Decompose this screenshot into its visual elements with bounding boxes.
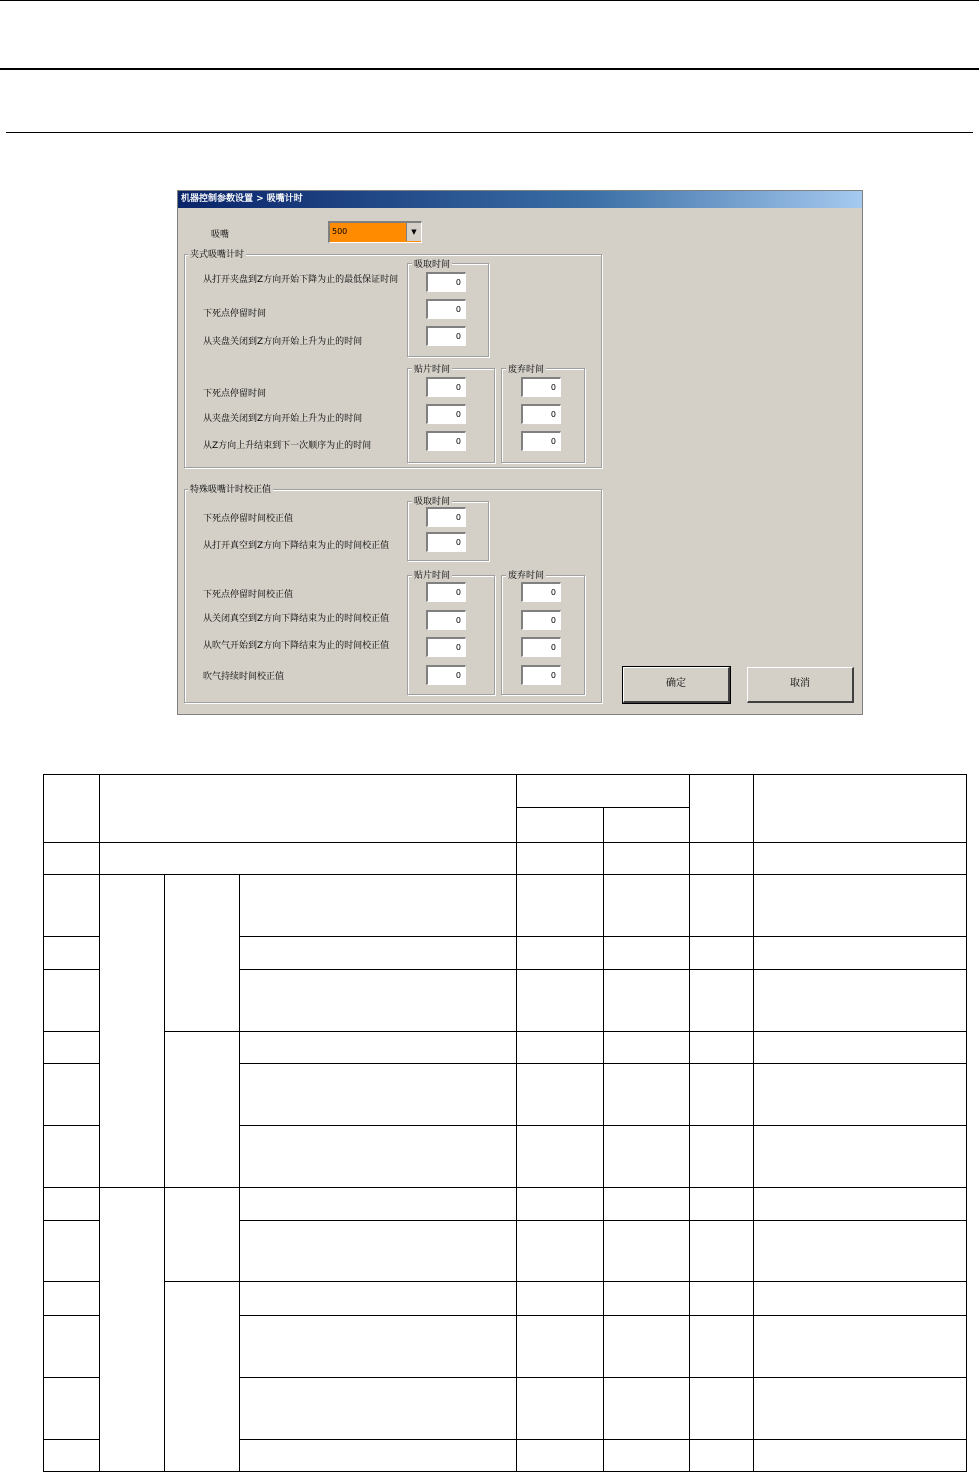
g1-discard-input-3[interactable]: 0 [521, 431, 561, 451]
label-dwell-corr: 下死点停留时间校正值 [203, 514, 294, 524]
g2-place-input-4[interactable]: 0 [426, 665, 466, 685]
g2-place-input-2[interactable]: 0 [426, 610, 466, 630]
g2-place-title: 贴片时间 [412, 568, 452, 581]
label-dwell-corr-2: 下死点停留时间校正值 [203, 590, 294, 600]
label-vacuum-on: 从打开真空到Z方向下降结束为止的时间校正值 [203, 541, 390, 551]
g2-pickup-input-1[interactable]: 0 [426, 507, 466, 527]
g1-place-input-2[interactable]: 0 [426, 404, 466, 424]
table-row [44, 1188, 967, 1221]
table-row [44, 843, 967, 875]
label-blow-start: 从吹气开始到Z方向下降结束为止的时间校正值 [203, 641, 390, 651]
g1-discard-title: 废弃时间 [506, 362, 546, 375]
g1-discard-input-2[interactable]: 0 [521, 404, 561, 424]
section-rule [6, 132, 973, 133]
label-close-to-rise-2: 从夹盘关闭到Z方向开始上升为止的时间 [203, 414, 363, 424]
g2-discard-input-2[interactable]: 0 [521, 610, 561, 630]
label-close-to-rise: 从夹盘关闭到Z方向开始上升为止的时间 [203, 337, 363, 347]
clamp-nozzle-group-title: 夹式吸嘴计时 [188, 247, 246, 260]
ok-button[interactable]: 确定 [623, 667, 730, 703]
nozzle-select-value: 500 [332, 227, 348, 236]
table-row [44, 1282, 967, 1316]
label-dwell-2: 下死点停留时间 [203, 389, 267, 399]
cancel-button[interactable]: 取消 [747, 667, 854, 703]
g2-pickup-title: 吸取时间 [412, 494, 452, 507]
chevron-down-icon[interactable]: ▼ [406, 223, 421, 241]
label-blow-duration: 吹气持续时间校正值 [203, 672, 285, 682]
g1-pickup-input-2[interactable]: 0 [426, 299, 466, 319]
dialog-title: 机器控制参数设置 > 吸嘴计时 [178, 191, 862, 208]
g2-discard-input-3[interactable]: 0 [521, 637, 561, 657]
table-row [44, 775, 967, 808]
label-vacuum-off: 从关闭真空到Z方向下降结束为止的时间校正值 [203, 614, 390, 624]
nozzle-timing-dialog [177, 190, 863, 715]
g1-place-input-3[interactable]: 0 [426, 431, 466, 451]
table-row [44, 1032, 967, 1064]
parameter-table [43, 774, 967, 1472]
special-nozzle-group-title: 特殊吸嘴计时校正值 [188, 482, 273, 495]
g2-place-input-1[interactable]: 0 [426, 582, 466, 602]
g1-place-title: 贴片时间 [412, 362, 452, 375]
g1-place-input-1[interactable]: 0 [426, 377, 466, 397]
nozzle-select[interactable] [328, 221, 422, 243]
g2-place-input-3[interactable]: 0 [426, 637, 466, 657]
label-rise-to-next: 从Z方向上升结束到下一次顺序为止的时间 [203, 441, 372, 451]
top-rule [0, 0, 979, 1]
header-rule [0, 68, 979, 70]
g1-pickup-input-1[interactable]: 0 [426, 272, 466, 292]
g2-discard-input-1[interactable]: 0 [521, 582, 561, 602]
g1-pickup-input-3[interactable]: 0 [426, 326, 466, 346]
g2-discard-input-4[interactable]: 0 [521, 665, 561, 685]
table-row [44, 875, 967, 937]
label-min-guarantee: 从打开夹盘到Z方向开始下降为止的最低保证时间 [203, 275, 399, 285]
nozzle-label: 吸嘴 [211, 230, 230, 240]
label-dwell: 下死点停留时间 [203, 309, 267, 319]
g1-pickup-title: 吸取时间 [412, 257, 452, 270]
g2-discard-title: 废弃时间 [506, 568, 546, 581]
g1-discard-input-1[interactable]: 0 [521, 377, 561, 397]
g2-pickup-input-2[interactable]: 0 [426, 532, 466, 552]
